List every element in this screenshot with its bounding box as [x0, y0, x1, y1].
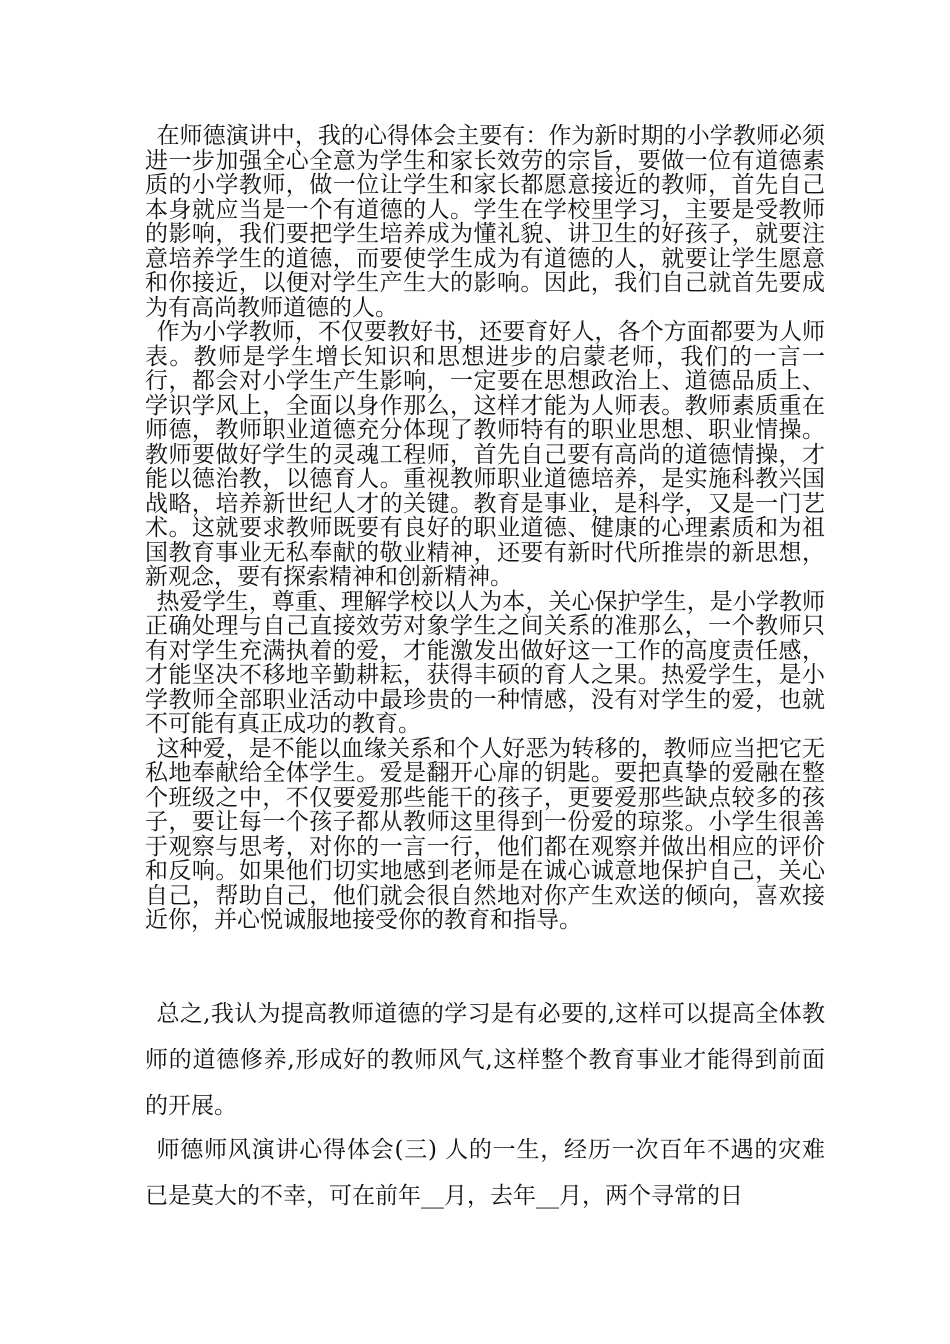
paragraph-5: 总之,我认为提高教师道德的学习是有必要的,这样可以提高全体教师的道德修养,形成好的教师风气,这样整个教育事业才能得到前面的开展。 — [145, 1001, 825, 1119]
paragraph-3: 热爱学生，尊重、理解学校以人为本，关心保护学生，是小学教师正确处理与自己直接效劳对象学生之间关系的准那么，一个教师只有对学生充满执着的爱，才能激发出做好这一工作的高度责任感，才能坚决不移地辛勤耕耘，获得丰硕的育人之果。热爱学生，是小学教师全部职业活动中最珍贵的一种情感，没有对学生的爱，也就不可能有真正成功的教育。 — [145, 588, 825, 737]
paragraph-1: 在师德演讲中，我的心得体会主要有：作为新时期的小学教师必须进一步加强全心全意为学生和家长效劳的宗旨，要做一位有道德素质的小学教师，做一位让学生和家长都愿意接近的教师，首先自己本身就应当是一个有道德的人。学生在学校里学习，主要是受教师的影响，我们要把学生培养成为懂礼貌、讲卫生的好孩子，就要注意培养学生的道德，而要使学生成为有道德的人，就要让学生愿意和你接近，以便对学生产生大的影响。因此，我们自己就首先要成为有高尚教师道德的人。 — [145, 123, 825, 321]
paragraph-6: 师德师风演讲心得体会(三) 人的一生，经历一次百年不遇的灾难已是莫大的不幸，可在前年__月，去年__月，两个寻常的日 — [145, 1137, 825, 1209]
body-text-spaced-1 — [145, 991, 825, 1129]
paragraph-4: 这种爱，是不能以血缘关系和个人好恶为转移的，教师应当把它无私地奉献给全体学生。爱是翻开心扉的钥匙。要把真挚的爱融在整个班级之中，不仅要爱那些能干的孩子，更要爱那些缺点较多的孩子，要让每一个孩子都从教师这里得到一份爱的琼浆。小学生很善于观察与思考，对你的一言一行，他们都在观察并做出相应的评价和反响。如果他们切实地感到老师是在诚心诚意地保护自己，关心自己，帮助自己，他们就会很自然地对你产生欢送的倾向，喜欢接近你，并心悦诚服地接受你的教育和指导。 — [145, 735, 825, 933]
body-text-dense — [145, 124, 825, 933]
paragraph-2: 作为小学教师，不仅要教好书，还要育好人，各个方面都要为人师表。教师是学生增长知识和思想进步的启蒙老师，我们的一言一行，都会对小学生产生影响，一定要在思想政治上、道德品质上、学识学风上，全面以身作那么，这样才能为人师表。教师素质重在师德，教师职业道德充分体现了教师特有的职业思想、职业情操。教师要做好学生的灵魂工程师，首先自己要有高尚的道德情操，才能以德治教，以德育人。重视教师职业道德培养，是实施科教兴国战略，培养新世纪人才的关键。教育是事业，是科学，又是一门艺术。这就要求教师既要有良好的职业道德、健康的心理素质和为祖国教育事业无私奉献的敬业精神，还要有新时代所推崇的新思想，新观念，要有探索精神和创新精神。 — [145, 319, 825, 590]
body-text-spaced-2 — [145, 1127, 825, 1219]
